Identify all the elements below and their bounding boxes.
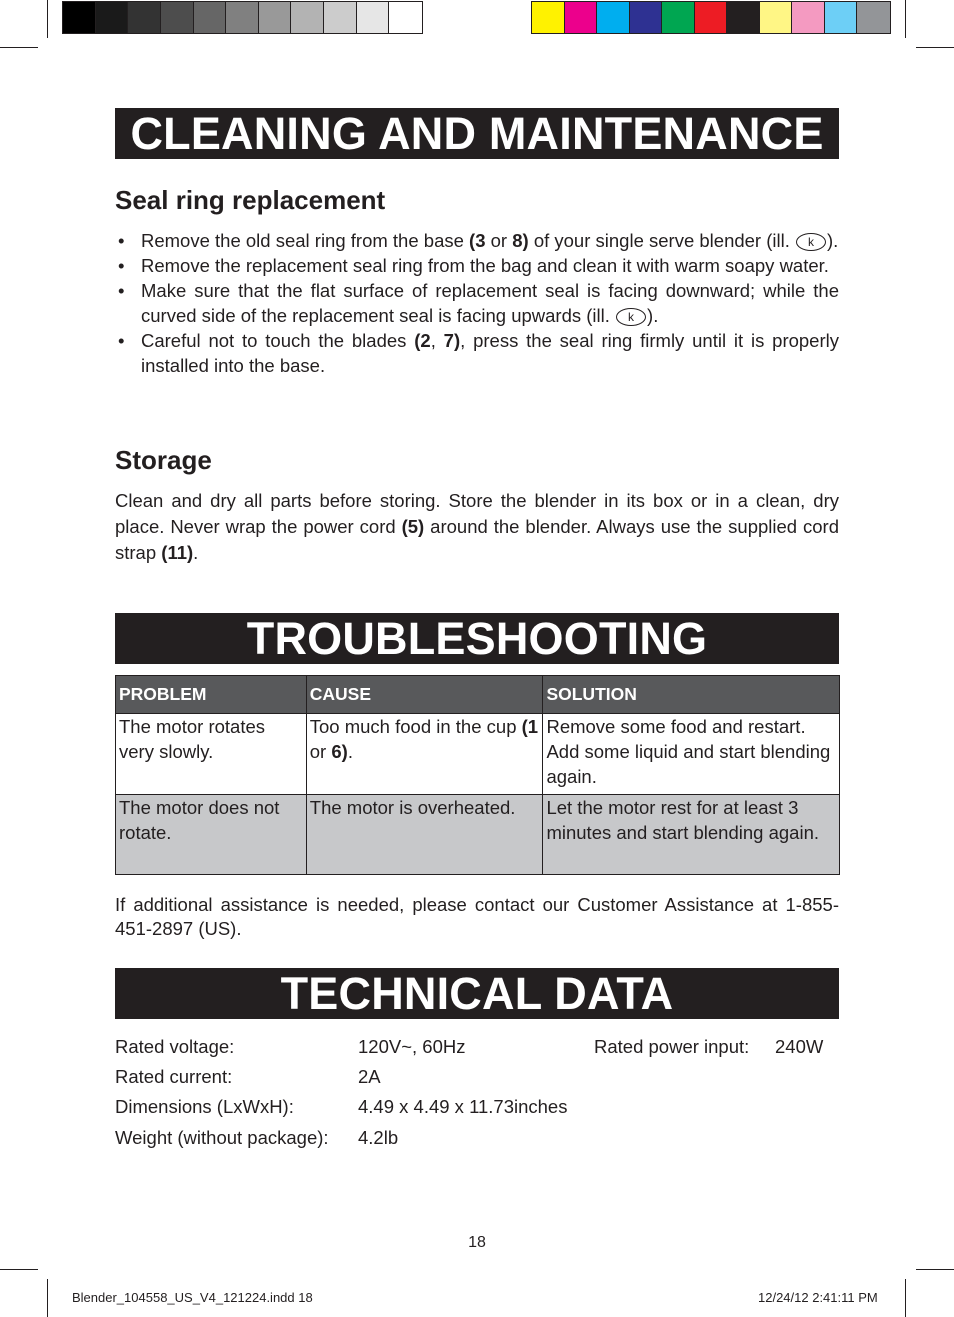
cleaning-title: CLEANING AND MAINTENANCE: [115, 108, 839, 159]
color-swatch: [825, 2, 858, 33]
color-swatch: [857, 2, 890, 33]
tech-label: Rated power input:: [594, 1036, 750, 1057]
tech-label: Weight (without package):: [115, 1127, 329, 1148]
tech-value: 4.49 x 4.49 x 11.73inches: [358, 1096, 568, 1117]
color-swatch: [226, 2, 259, 33]
color-swatch: [727, 2, 760, 33]
troubleshooting-table: [115, 675, 840, 875]
illustration-ref-icon: k: [616, 308, 646, 326]
header-problem: PROBLEM: [116, 676, 307, 714]
assistance-text: If additional assistance is needed, please contact our Customer Assistance at 1-855-451-2897 (US).: [115, 894, 839, 939]
color-swatch: [291, 2, 324, 33]
color-swatch: [695, 2, 728, 33]
tech-value: 2A: [358, 1066, 381, 1087]
problem-cell: The motor does not rotate.: [116, 795, 307, 875]
problem-cell: The motor rotates very slowly.: [116, 714, 307, 795]
list-item: • Remove the old seal ring from the base (3 or 8) of your single serve blender (ill. k ).: [115, 228, 839, 253]
cause-cell: The motor is overheated.: [306, 795, 543, 875]
crop-mark: [47, 0, 48, 38]
color-swatch: [128, 2, 161, 33]
solution-cell: Let the motor rest for at least 3 minutes and start blending again.: [543, 795, 840, 875]
seal-ring-steps: [115, 228, 839, 378]
color-swatch: [597, 2, 630, 33]
color-swatch: [96, 2, 129, 33]
grayscale-color-bar: [62, 1, 423, 34]
footer-timestamp: 12/24/12 2:41:11 PM: [758, 1290, 878, 1305]
color-swatch: [760, 2, 793, 33]
solution-cell: Remove some food and restart. Add some liquid and start blending again.: [543, 714, 840, 795]
technical-data-title: TECHNICAL DATA: [115, 968, 839, 1019]
color-swatch: [532, 2, 565, 33]
list-item: • Make sure that the flat surface of replacement seal is facing downward; while the curved side of the replacement seal is facing upwards (ill. k ).: [115, 278, 839, 328]
tech-label: Rated voltage:: [115, 1036, 235, 1057]
color-swatch: [194, 2, 227, 33]
storage-text: Clean and dry all parts before storing. Store the blender in its box or in a clean, dry place. Never wrap the power cord (5) around the blender. Always use the supplied cord strap (11).: [115, 490, 839, 563]
crop-mark: [0, 1269, 38, 1270]
list-item: • Careful not to touch the blades (2, 7), press the seal ring firmly until it is properly installed into the base.: [115, 328, 839, 378]
table-row: [116, 714, 840, 795]
color-swatch: [161, 2, 194, 33]
color-swatch: [259, 2, 292, 33]
troubleshooting-title: TROUBLESHOOTING: [115, 613, 839, 664]
tech-value: 120V~, 60Hz: [358, 1036, 466, 1057]
crop-mark: [0, 47, 38, 48]
color-swatch: [565, 2, 598, 33]
tech-label: Rated current:: [115, 1066, 233, 1087]
list-item: • Remove the replacement seal ring from the bag and clean it with warm soapy water.: [115, 253, 839, 278]
header-cause: CAUSE: [306, 676, 543, 714]
crop-mark: [905, 1279, 906, 1317]
tech-label: Dimensions (LxWxH):: [115, 1096, 294, 1117]
illustration-ref-icon: k: [796, 233, 826, 251]
tech-value: 240W: [775, 1036, 824, 1057]
crop-mark: [916, 47, 954, 48]
storage-heading: Storage: [115, 445, 212, 475]
header-solution: SOLUTION: [543, 676, 840, 714]
color-swatch: [792, 2, 825, 33]
seal-ring-heading: Seal ring replacement: [115, 185, 386, 215]
table-header-row: [116, 676, 840, 714]
color-swatch: [630, 2, 663, 33]
footer-file-info: Blender_104558_US_V4_121224.indd 18: [72, 1290, 313, 1305]
crop-mark: [905, 0, 906, 38]
color-swatch: [63, 2, 96, 33]
crop-mark: [916, 1269, 954, 1270]
color-swatch: [357, 2, 390, 33]
crop-mark: [47, 1279, 48, 1317]
tech-value: 4.2lb: [358, 1127, 399, 1148]
page-number: 18: [468, 1234, 486, 1251]
table-row: [116, 795, 840, 875]
color-swatch: [662, 2, 695, 33]
process-color-bar: [531, 1, 891, 34]
color-swatch: [389, 2, 422, 33]
color-swatch: [324, 2, 357, 33]
cause-cell: Too much food in the cup (1 or 6).: [306, 714, 543, 795]
